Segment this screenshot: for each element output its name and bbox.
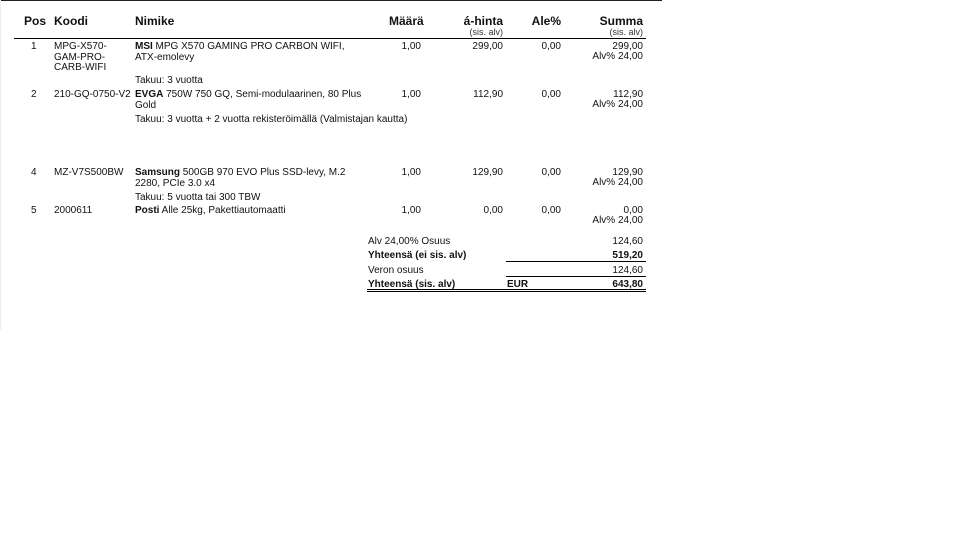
tax-value: 124,60 (612, 265, 643, 276)
row-pos: 2 (31, 89, 37, 100)
row-discount: 0,00 (541, 167, 561, 178)
tax-rule (506, 276, 646, 277)
net-total-rule (506, 261, 646, 262)
table-header (0, 14, 660, 40)
row-price: 112,90 (473, 89, 503, 100)
row-vat: Alv% 24,00 (592, 215, 643, 226)
row-discount: 0,00 (541, 41, 561, 52)
row-brand: MSI (135, 41, 153, 52)
row-brand: Posti (135, 205, 160, 216)
row-note: Takuu: 3 vuotta + 2 vuotta rekisteröimällä (Valmistajan kautta) (135, 114, 408, 125)
row-price: 299,00 (472, 41, 503, 52)
header-name: Nimike (135, 14, 175, 28)
row-vat: Alv% 24,00 (592, 51, 643, 62)
row-qty: 1,00 (401, 167, 421, 178)
row-name: Alle 25kg, Pakettiautomaatti (159, 205, 286, 216)
header-pos: Pos (24, 14, 47, 28)
header-unit-price-sub: (sis. alv) (469, 27, 503, 37)
net-total-label: Yhteensä (ei sis. alv) (368, 250, 467, 261)
gross-total-label: Yhteensä (sis. alv) (368, 279, 456, 290)
row-pos: 5 (31, 205, 37, 216)
header-rule (14, 38, 646, 39)
row-code: 2000611 (54, 205, 93, 216)
row-price: 129,90 (472, 167, 503, 178)
row-vat: Alv% 24,00 (592, 99, 643, 110)
row-brand: Samsung (135, 167, 181, 178)
row-name: MPG X570 GAMING PRO CARBON WIFI, ATX-emolevy (135, 41, 345, 63)
net-total-value: 519,20 (612, 250, 643, 261)
top-rule (0, 0, 662, 1)
gross-total-value: 643,80 (612, 279, 643, 290)
left-edge (0, 0, 1, 330)
gross-total-rule (367, 289, 646, 292)
header-unit-price: á-hinta (463, 14, 503, 28)
row-code: MPG-X570- GAM-PRO- CARB-WIFI (54, 41, 107, 73)
row-qty: 1,00 (401, 89, 421, 100)
row-name: 750W 750 GQ, Semi-modulaarinen, 80 Plus Gold (135, 89, 362, 111)
row-sum: 129,90 (612, 167, 643, 178)
row-qty: 1,00 (401, 205, 421, 216)
row-sum: 112,90 (613, 89, 643, 100)
header-total: Summa (599, 14, 643, 28)
row-brand: EVGA (135, 89, 164, 100)
row-discount: 0,00 (541, 89, 561, 100)
row-sum: 0,00 (623, 205, 643, 216)
header-code: Koodi (54, 14, 88, 28)
row-qty: 1,00 (401, 41, 421, 52)
header-total-sub: (sis. alv) (609, 27, 643, 37)
row-note: Takuu: 3 vuotta (135, 75, 203, 86)
row-discount: 0,00 (541, 205, 561, 216)
row-pos: 4 (31, 167, 37, 178)
header-qty: Määrä (389, 14, 424, 28)
row-price: 0,00 (483, 205, 503, 216)
tax-label: Veron osuus (368, 265, 424, 276)
row-code: MZ-V7S500BW (54, 167, 124, 178)
row-code: 210-GQ-0750-V2 (54, 89, 131, 100)
vat-share-value: 124,60 (612, 236, 643, 247)
row-name: 500GB 970 EVO Plus SSD-levy, M.2 2280, PCIe 3.0 x4 (135, 167, 346, 189)
row-sum: 299,00 (612, 41, 643, 52)
row-vat: Alv% 24,00 (592, 177, 643, 188)
vat-share-label: Alv 24,00% Osuus (368, 236, 451, 247)
header-discount: Ale% (531, 14, 561, 28)
currency-label: EUR (507, 279, 529, 290)
row-pos: 1 (31, 41, 37, 52)
row-note: Takuu: 5 vuotta tai 300 TBW (135, 192, 261, 203)
